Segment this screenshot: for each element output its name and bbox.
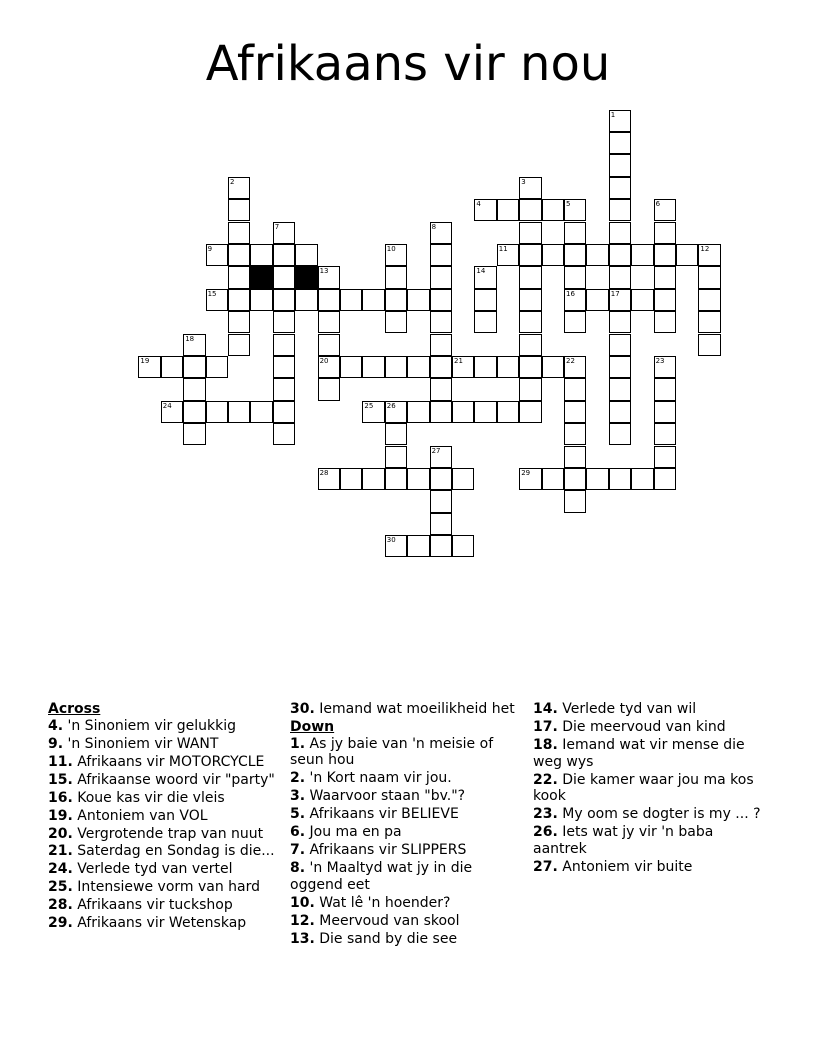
grid-cell[interactable] (564, 490, 586, 512)
cell-number: 21 (454, 356, 463, 365)
grid-cell[interactable] (318, 334, 340, 356)
cell-number: 17 (610, 289, 620, 298)
grid-cell[interactable] (654, 401, 676, 423)
cell-number: 25 (364, 401, 374, 410)
grid-cell[interactable] (676, 244, 698, 266)
grid-cell[interactable] (497, 199, 519, 221)
across-clue: 19. Antoniem van VOL (48, 807, 208, 824)
grid-cell[interactable] (430, 289, 452, 311)
down-clue: 1. As jy baie van 'n meisie of seun hou (290, 735, 494, 769)
down-clue: 7. Afrikaans vir SLIPPERS (290, 842, 467, 859)
puzzle-title: Afrikaans vir nou (205, 36, 611, 92)
grid-cell[interactable] (407, 401, 429, 423)
grid-cell[interactable] (609, 222, 631, 244)
grid-cell[interactable] (698, 334, 720, 356)
grid-cell[interactable] (273, 311, 295, 333)
grid-cell[interactable] (362, 401, 384, 423)
cell-number: 14 (476, 267, 486, 276)
grid-cell[interactable] (609, 244, 631, 266)
grid-cell[interactable] (183, 423, 205, 445)
cell-number: 26 (386, 401, 396, 410)
cell-number: 22 (566, 356, 575, 365)
grid-cell[interactable] (228, 177, 250, 199)
grid-cell[interactable] (586, 289, 608, 311)
grid-cell[interactable] (564, 401, 586, 423)
grid-cell[interactable] (228, 334, 250, 356)
grid-cell[interactable] (452, 468, 474, 490)
grid-cell[interactable] (609, 289, 631, 311)
grid-cell[interactable] (250, 289, 272, 311)
grid-cell[interactable] (542, 244, 564, 266)
grid-cell[interactable] (474, 401, 496, 423)
clues-column-3 (533, 701, 771, 877)
grid-cell[interactable] (183, 356, 205, 378)
grid-cell[interactable] (228, 311, 250, 333)
grid-cell[interactable] (586, 244, 608, 266)
cell-number: 19 (140, 356, 150, 365)
cell-number: 29 (521, 468, 531, 477)
grid-cell[interactable] (586, 468, 608, 490)
grid-cell[interactable] (519, 334, 541, 356)
grid-cell[interactable] (407, 468, 429, 490)
across-clue: 29. Afrikaans vir Wetenskap (48, 915, 247, 932)
grid-cell[interactable] (407, 289, 429, 311)
across-clue: 15. Afrikaanse woord vir "party" (48, 771, 275, 788)
across-heading: Across (48, 701, 101, 717)
down-clue: 26. Iets wat jy vir 'n baba aantrek (533, 824, 714, 857)
grid-cell[interactable] (206, 244, 228, 266)
grid-cell[interactable] (564, 222, 586, 244)
grid-cell[interactable] (609, 378, 631, 400)
grid-cell[interactable] (362, 356, 384, 378)
grid-cell[interactable] (609, 110, 631, 132)
grid-cell[interactable] (609, 423, 631, 445)
grid-cell[interactable] (519, 244, 541, 266)
grid-cell[interactable] (228, 401, 250, 423)
cell-number: 20 (319, 356, 329, 365)
down-clue: 13. Die sand by die see (290, 930, 458, 947)
grid-cell[interactable] (474, 311, 496, 333)
grid-cell[interactable] (474, 289, 496, 311)
grid-cell[interactable] (564, 289, 586, 311)
grid-cell[interactable] (519, 356, 541, 378)
grid-cell[interactable] (430, 334, 452, 356)
grid-cell[interactable] (452, 356, 474, 378)
grid-cell[interactable] (497, 244, 519, 266)
cell-number: 27 (431, 446, 441, 455)
grid-cell[interactable] (206, 289, 228, 311)
grid-cell[interactable] (542, 199, 564, 221)
grid-cell[interactable] (206, 401, 228, 423)
cell-number: 1 (610, 110, 616, 119)
grid-cell[interactable] (273, 289, 295, 311)
grid-cell[interactable] (564, 378, 586, 400)
cell-number: 8 (431, 222, 437, 231)
grid-cell[interactable] (385, 423, 407, 445)
grid-cell[interactable] (295, 289, 317, 311)
across-clue: 16. Koue kas vir die vleis (48, 789, 225, 806)
grid-cell[interactable] (430, 513, 452, 535)
grid-cell[interactable] (385, 244, 407, 266)
grid-cell[interactable] (519, 378, 541, 400)
grid-cell[interactable] (474, 356, 496, 378)
grid-cell[interactable] (564, 423, 586, 445)
grid-cell[interactable] (519, 266, 541, 288)
grid-cell[interactable] (430, 378, 452, 400)
grid-cell[interactable] (609, 199, 631, 221)
grid-cell[interactable] (609, 311, 631, 333)
cell-number: 23 (655, 356, 665, 365)
across-clue: 9. 'n Sinoniem vir WANT (48, 735, 219, 752)
grid-cell[interactable] (228, 266, 250, 288)
grid-cell[interactable] (228, 222, 250, 244)
across-clue: 20. Vergrotende trap van nuut (48, 825, 264, 842)
grid-cell[interactable] (273, 244, 295, 266)
grid-cell[interactable] (698, 289, 720, 311)
grid-cell[interactable] (228, 289, 250, 311)
grid-cell[interactable] (519, 222, 541, 244)
grid-cell[interactable] (430, 222, 452, 244)
cell-number: 5 (566, 200, 571, 209)
grid-cell[interactable] (340, 468, 362, 490)
across-clue: 24. Verlede tyd van vertel (48, 861, 233, 878)
cell-number: 6 (655, 200, 661, 209)
grid-cell[interactable] (430, 244, 452, 266)
grid-cell[interactable] (452, 535, 474, 557)
cell-number: 28 (319, 468, 329, 477)
grid-cell[interactable] (362, 289, 384, 311)
grid-cell[interactable] (654, 244, 676, 266)
cell-number: 3 (521, 177, 526, 186)
grid-cell[interactable] (273, 266, 295, 288)
grid-cell[interactable] (385, 468, 407, 490)
grid-cell[interactable] (564, 468, 586, 490)
cell-number: 16 (566, 289, 575, 298)
grid-cell[interactable] (273, 401, 295, 423)
down-clue: 27. Antoniem vir buite (533, 858, 693, 875)
cell-number: 12 (700, 244, 710, 253)
cell-number: 24 (162, 401, 172, 410)
grid-cell[interactable] (138, 356, 160, 378)
down-clue: 22. Die kamer waar jou ma kos kook (533, 771, 754, 805)
grid-cell[interactable] (609, 132, 631, 154)
grid-cell[interactable] (250, 244, 272, 266)
grid-cell[interactable] (519, 468, 541, 490)
grid-cell[interactable] (407, 535, 429, 557)
grid-cell[interactable] (385, 356, 407, 378)
grid-cell[interactable] (318, 378, 340, 400)
across-clue: 4. 'n Sinoniem vir gelukkig (48, 717, 236, 734)
down-clue: 6. Jou ma en pa (290, 824, 402, 841)
cell-number: 11 (498, 244, 508, 253)
grid-cell[interactable] (497, 401, 519, 423)
cell-number: 4 (476, 200, 481, 209)
cell-number: 10 (386, 244, 396, 253)
across-clue: 30. Iemand wat moeilikheid het (290, 701, 515, 717)
grid-cell[interactable] (295, 244, 317, 266)
grid-cell[interactable] (183, 378, 205, 400)
grid-cell[interactable] (362, 468, 384, 490)
across-clue: 28. Afrikaans vir tuckshop (48, 897, 233, 914)
grid-cell[interactable] (452, 401, 474, 423)
grid-cell[interactable] (318, 356, 340, 378)
grid-cell[interactable] (609, 468, 631, 490)
grid-cell[interactable] (654, 423, 676, 445)
grid-cell[interactable] (654, 289, 676, 311)
down-clue: 2. 'n Kort naam vir jou. (290, 770, 452, 787)
grid-cell[interactable] (385, 446, 407, 468)
grid-cell[interactable] (519, 289, 541, 311)
grid-cell[interactable] (183, 334, 205, 356)
grid-cell[interactable] (206, 356, 228, 378)
grid-cell[interactable] (519, 199, 541, 221)
clues-column-2 (290, 701, 528, 949)
black-cell (295, 266, 317, 288)
grid-cell[interactable] (318, 289, 340, 311)
cell-number: 18 (185, 334, 195, 343)
grid-cell[interactable] (698, 266, 720, 288)
grid-cell[interactable] (654, 378, 676, 400)
grid-cell[interactable] (609, 154, 631, 176)
down-clue: 14. Verlede tyd van wil (533, 701, 697, 717)
grid-cell[interactable] (273, 356, 295, 378)
grid-cell[interactable] (430, 356, 452, 378)
down-clue: 3. Waarvoor staan "bv."? (290, 788, 466, 805)
grid-cell[interactable] (631, 244, 653, 266)
down-clue: 18. Iemand wat vir mense die weg wys (533, 736, 745, 770)
grid-cell[interactable] (631, 289, 653, 311)
clues-column-1 (48, 701, 286, 933)
grid-cell[interactable] (430, 535, 452, 557)
grid-cell[interactable] (407, 356, 429, 378)
grid-cell[interactable] (564, 199, 586, 221)
cell-number: 15 (207, 289, 217, 298)
grid-cell[interactable] (430, 266, 452, 288)
grid-cell[interactable] (609, 177, 631, 199)
grid-cell[interactable] (250, 401, 272, 423)
grid-cell[interactable] (318, 468, 340, 490)
grid-cell[interactable] (474, 199, 496, 221)
down-clue: 23. My oom se dogter is my ... ? (533, 806, 761, 823)
grid-cell[interactable] (273, 378, 295, 400)
grid-cell[interactable] (497, 356, 519, 378)
grid-cell[interactable] (430, 490, 452, 512)
grid-cell[interactable] (385, 401, 407, 423)
grid-cell[interactable] (609, 334, 631, 356)
grid-cell[interactable] (564, 446, 586, 468)
grid-cell[interactable] (609, 356, 631, 378)
grid-cell[interactable] (430, 401, 452, 423)
across-clue: 21. Saterdag en Sondag is die... (48, 843, 275, 860)
grid-cell[interactable] (161, 401, 183, 423)
black-cell (250, 266, 272, 288)
grid-cell[interactable] (609, 401, 631, 423)
grid-cell[interactable] (340, 356, 362, 378)
grid-cell[interactable] (318, 311, 340, 333)
grid-cell[interactable] (564, 311, 586, 333)
grid-cell[interactable] (385, 289, 407, 311)
grid-cell[interactable] (654, 468, 676, 490)
grid-cell[interactable] (698, 244, 720, 266)
grid-cell[interactable] (564, 356, 586, 378)
grid-cell[interactable] (564, 266, 586, 288)
grid-cell[interactable] (519, 177, 541, 199)
across-clue: 11. Afrikaans vir MOTORCYCLE (48, 753, 265, 770)
cell-number: 2 (230, 177, 235, 186)
grid-cell[interactable] (564, 244, 586, 266)
grid-cell[interactable] (273, 334, 295, 356)
grid-cell[interactable] (161, 356, 183, 378)
down-heading: Down (290, 718, 335, 735)
grid-cell[interactable] (385, 266, 407, 288)
down-clue: 17. Die meervoud van kind (533, 718, 726, 735)
grid-cell[interactable] (183, 401, 205, 423)
grid-cell[interactable] (385, 311, 407, 333)
grid-cell[interactable] (654, 311, 676, 333)
grid-cell[interactable] (654, 199, 676, 221)
grid-cell[interactable] (542, 468, 564, 490)
cell-number: 30 (386, 536, 396, 545)
grid-cell[interactable] (273, 423, 295, 445)
grid-cell[interactable] (318, 266, 340, 288)
grid-cell[interactable] (654, 356, 676, 378)
down-clue: 5. Afrikaans vir BELIEVE (290, 806, 459, 823)
grid-cell[interactable] (631, 468, 653, 490)
grid-cell[interactable] (430, 446, 452, 468)
grid-cell[interactable] (654, 222, 676, 244)
down-clue: 10. Wat lê 'n hoender? (290, 894, 451, 911)
cell-number: 9 (207, 244, 213, 253)
grid-cell[interactable] (654, 266, 676, 288)
across-clue: 25. Intensiewe vorm van hard (48, 879, 261, 896)
grid-cell[interactable] (228, 244, 250, 266)
grid-cell[interactable] (273, 222, 295, 244)
grid-cell[interactable] (340, 289, 362, 311)
grid-cell[interactable] (474, 266, 496, 288)
grid-cell[interactable] (519, 401, 541, 423)
grid-cell[interactable] (385, 535, 407, 557)
down-clue: 12. Meervoud van skool (290, 912, 460, 929)
grid-cell[interactable] (542, 356, 564, 378)
grid-cell[interactable] (609, 266, 631, 288)
grid-cell[interactable] (654, 446, 676, 468)
cell-number: 7 (274, 222, 280, 231)
grid-cell[interactable] (698, 311, 720, 333)
down-clue: 8. 'n Maaltyd wat jy in die oggend eet (290, 860, 473, 893)
grid-cell[interactable] (430, 468, 452, 490)
cell-number: 13 (319, 267, 329, 276)
grid-cell[interactable] (228, 199, 250, 221)
grid-cell[interactable] (430, 311, 452, 333)
grid-cell[interactable] (519, 311, 541, 333)
